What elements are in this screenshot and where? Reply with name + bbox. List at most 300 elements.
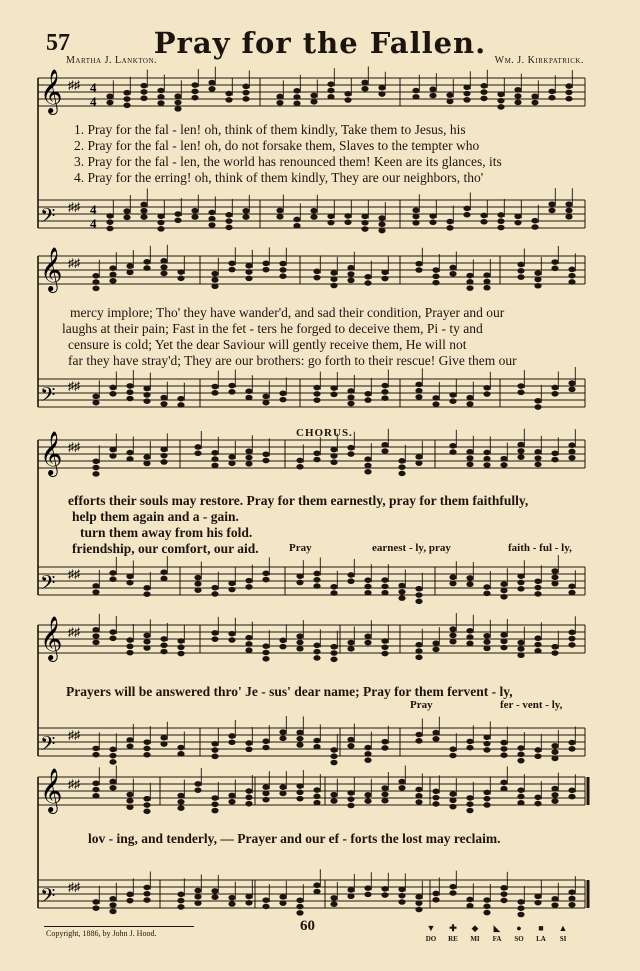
note-head — [551, 581, 558, 587]
note-head — [381, 383, 388, 389]
note-head — [500, 891, 507, 897]
note-head — [347, 743, 354, 749]
note-head — [177, 651, 184, 657]
note-head — [347, 893, 354, 899]
note-head — [364, 274, 371, 280]
note-head — [191, 214, 198, 220]
note-head — [296, 796, 303, 802]
note-head — [432, 280, 439, 286]
note-head — [330, 283, 337, 289]
note-head — [177, 276, 184, 282]
note-head — [415, 394, 422, 400]
note-head — [194, 575, 201, 581]
note-head — [500, 786, 507, 792]
note-head — [126, 804, 133, 810]
note-head — [126, 383, 133, 389]
note-head — [364, 584, 371, 590]
key-signature-icon: ♯♯ — [68, 78, 80, 93]
note-head — [500, 638, 507, 644]
note-head — [497, 225, 504, 231]
note-head — [347, 451, 354, 457]
note-head — [497, 212, 504, 218]
note-head — [381, 739, 388, 745]
note-head — [143, 746, 150, 752]
note-head — [262, 267, 269, 273]
note-head — [293, 94, 300, 100]
verse-4-line-1: 4. Pray for the erring! oh, think of them kindly, They are our neighbors, tho' — [74, 170, 484, 185]
note-head — [531, 100, 538, 106]
note-head — [208, 216, 215, 222]
note-head — [500, 594, 507, 600]
note-head — [92, 286, 99, 292]
note-head — [296, 458, 303, 464]
note-head — [568, 794, 575, 800]
note-head — [483, 285, 490, 291]
note-head — [211, 591, 218, 597]
note-head — [548, 208, 555, 214]
key-signature-icon: ♯♯ — [68, 379, 80, 394]
note-head — [415, 261, 422, 267]
note-head — [296, 910, 303, 916]
note-head — [92, 627, 99, 633]
note-head — [480, 89, 487, 95]
note-head — [483, 272, 490, 278]
note-head — [466, 903, 473, 909]
note-head — [143, 454, 150, 460]
note-head — [225, 225, 232, 231]
note-head — [123, 103, 130, 109]
note-head — [415, 655, 422, 661]
shape-note-icon: ◣ — [493, 923, 501, 933]
note-head — [412, 220, 419, 226]
note-head — [140, 208, 147, 214]
note-head — [381, 638, 388, 644]
footer-rule — [44, 926, 194, 927]
note-head — [534, 900, 541, 906]
note-head — [245, 263, 252, 269]
note-head — [432, 274, 439, 280]
note-head — [500, 885, 507, 891]
note-head — [228, 637, 235, 643]
note-head — [92, 905, 99, 911]
note-head — [296, 783, 303, 789]
note-head — [313, 269, 320, 275]
note-head — [449, 884, 456, 890]
note-head — [534, 591, 541, 597]
note-head — [330, 385, 337, 391]
note-head — [517, 390, 524, 396]
note-head — [211, 450, 218, 456]
note-head — [262, 797, 269, 803]
key-signature-icon: ♯♯ — [68, 625, 80, 640]
note-head — [211, 585, 218, 591]
note-head — [534, 462, 541, 468]
note-head — [126, 898, 133, 904]
note-head — [378, 215, 385, 221]
note-head — [245, 395, 252, 401]
note-head — [313, 787, 320, 793]
note-head — [330, 753, 337, 759]
note-head — [432, 736, 439, 742]
note-head — [92, 458, 99, 464]
note-head — [466, 455, 473, 461]
note-head — [483, 591, 490, 597]
note-head — [483, 279, 490, 285]
shape-note-label: MI — [470, 935, 480, 943]
note-head — [361, 220, 368, 226]
note-head — [327, 81, 334, 87]
note-head — [517, 752, 524, 758]
note-head — [483, 450, 490, 456]
note-head — [109, 391, 116, 397]
note-head — [177, 805, 184, 811]
note-head — [279, 784, 286, 790]
note-head — [262, 897, 269, 903]
note-head — [514, 100, 521, 106]
note-head — [381, 590, 388, 596]
note-head — [160, 459, 167, 465]
note-head — [262, 577, 269, 583]
note-head — [330, 590, 337, 596]
note-head — [446, 92, 453, 98]
note-head — [412, 94, 419, 100]
note-head — [449, 633, 456, 639]
note-head — [160, 735, 167, 741]
note-head — [279, 894, 286, 900]
note-head — [160, 395, 167, 401]
note-head — [449, 804, 456, 810]
note-head — [310, 208, 317, 214]
note-head — [109, 576, 116, 582]
note-head — [347, 646, 354, 652]
note-head — [106, 100, 113, 106]
note-head — [92, 793, 99, 799]
note-head — [514, 93, 521, 99]
note-head — [415, 793, 422, 799]
note-head — [534, 635, 541, 641]
note-head — [245, 740, 252, 746]
note-head — [109, 265, 116, 271]
note-head — [446, 225, 453, 231]
note-head — [109, 447, 116, 453]
note-head — [568, 583, 575, 589]
note-head — [432, 789, 439, 795]
note-head — [483, 735, 490, 741]
note-head — [497, 92, 504, 98]
bass-echo-fervently: fer - vent - ly, — [500, 699, 563, 711]
note-head — [279, 791, 286, 797]
note-head — [364, 577, 371, 583]
note-head — [330, 895, 337, 901]
note-head — [228, 733, 235, 739]
note-head — [276, 100, 283, 106]
note-head — [177, 799, 184, 805]
note-head — [177, 269, 184, 275]
note-head — [568, 279, 575, 285]
note-head — [296, 640, 303, 646]
note-head — [208, 222, 215, 228]
note-head — [109, 779, 116, 785]
note-head — [466, 462, 473, 468]
note-head — [211, 277, 218, 283]
note-head — [381, 798, 388, 804]
note-head — [296, 897, 303, 903]
note-head — [330, 901, 337, 907]
note-head — [296, 464, 303, 470]
note-head — [143, 398, 150, 404]
note-head — [92, 640, 99, 646]
note-head — [160, 636, 167, 642]
note-head — [412, 88, 419, 94]
note-head — [551, 644, 558, 650]
note-head — [228, 454, 235, 460]
bass-echo-earnestly: earnest - ly, pray — [372, 542, 451, 554]
note-head — [463, 84, 470, 90]
note-head — [347, 578, 354, 584]
note-head — [126, 396, 133, 402]
note-head — [92, 746, 99, 752]
note-head — [398, 589, 405, 595]
note-head — [126, 892, 133, 898]
note-head — [378, 222, 385, 228]
note-head — [429, 213, 436, 219]
note-head — [432, 395, 439, 401]
note-head — [517, 899, 524, 905]
shape-note-icon: ● — [516, 923, 522, 933]
note-head — [344, 91, 351, 97]
note-head — [194, 787, 201, 793]
note-head — [415, 599, 422, 605]
note-head — [483, 584, 490, 590]
note-head — [330, 584, 337, 590]
note-head — [143, 639, 150, 645]
note-head — [534, 277, 541, 283]
note-head — [313, 457, 320, 463]
note-head — [364, 391, 371, 397]
note-head — [415, 732, 422, 738]
note-head — [106, 226, 113, 232]
note-head — [364, 798, 371, 804]
note-head — [143, 897, 150, 903]
note-head — [140, 202, 147, 208]
note-head — [126, 798, 133, 804]
note-head — [245, 795, 252, 801]
note-head — [126, 737, 133, 743]
note-head — [449, 798, 456, 804]
note-head — [177, 898, 184, 904]
note-head — [109, 636, 116, 642]
chorus-line-3: lov - ing, and tenderly, — Prayer and our ef - forts the lost may reclaim. — [88, 831, 501, 846]
note-head — [143, 739, 150, 745]
note-head — [140, 214, 147, 220]
note-head — [449, 890, 456, 896]
note-head — [276, 208, 283, 214]
note-head — [500, 780, 507, 786]
note-head — [483, 639, 490, 645]
bass-echo-faithfully: faith - ful - ly, — [508, 542, 572, 554]
chorus-line-1: efforts their souls may restore. Pray for them earnestly, pray for them faithfully, — [68, 493, 529, 508]
note-head — [432, 647, 439, 653]
note-head — [568, 902, 575, 908]
note-head — [279, 391, 286, 397]
note-head — [160, 271, 167, 277]
note-head — [466, 401, 473, 407]
note-head — [381, 792, 388, 798]
note-head — [500, 632, 507, 638]
verse-1-line-2: mercy implore; Tho' they have wander'd, and sad their condition, Prayer and our — [70, 305, 505, 320]
note-head — [466, 581, 473, 587]
shape-note-label: RE — [448, 935, 458, 943]
treble-clef-icon: 𝄞 — [40, 69, 63, 113]
note-head — [480, 219, 487, 225]
verse-3-line-3: turn them away from his fold. — [80, 525, 253, 540]
note-head — [245, 578, 252, 584]
note-head — [126, 792, 133, 798]
note-head — [449, 271, 456, 277]
note-head — [106, 219, 113, 225]
note-head — [398, 471, 405, 477]
note-head — [347, 790, 354, 796]
note-head — [109, 278, 116, 284]
note-head — [500, 645, 507, 651]
note-head — [517, 758, 524, 764]
note-head — [347, 737, 354, 743]
note-head — [381, 448, 388, 454]
note-head — [364, 397, 371, 403]
note-head — [330, 644, 337, 650]
note-head — [211, 894, 218, 900]
note-head — [568, 273, 575, 279]
note-head — [500, 462, 507, 468]
note-head — [483, 456, 490, 462]
note-head — [364, 590, 371, 596]
note-head — [174, 100, 181, 106]
shape-note-icon: ◆ — [471, 923, 479, 933]
note-head — [381, 651, 388, 657]
note-head — [534, 753, 541, 759]
note-head — [242, 84, 249, 90]
note-head — [245, 747, 252, 753]
note-head — [449, 581, 456, 587]
note-head — [313, 649, 320, 655]
note-head — [330, 657, 337, 663]
note-head — [293, 217, 300, 223]
note-head — [568, 442, 575, 448]
note-head — [415, 454, 422, 460]
note-head — [262, 458, 269, 464]
note-head — [194, 444, 201, 450]
note-head — [517, 454, 524, 460]
note-head — [364, 640, 371, 646]
shape-note-icon: ▲ — [558, 923, 568, 933]
note-head — [483, 802, 490, 808]
note-head — [568, 740, 575, 746]
note-head — [293, 88, 300, 94]
note-head — [245, 801, 252, 807]
note-head — [463, 91, 470, 97]
note-head — [432, 640, 439, 646]
note-head — [483, 391, 490, 397]
verse-3-line-1: 3. Pray for the fal - len, the world has renounced them! Keen are its glances, its — [74, 154, 502, 169]
note-head — [466, 279, 473, 285]
note-head — [313, 738, 320, 744]
note-head — [361, 214, 368, 220]
note-head — [534, 801, 541, 807]
note-head — [126, 650, 133, 656]
note-head — [551, 756, 558, 762]
note-head — [228, 580, 235, 586]
note-head — [534, 648, 541, 654]
note-head — [565, 208, 572, 214]
note-head — [466, 745, 473, 751]
note-head — [177, 638, 184, 644]
note-head — [194, 587, 201, 593]
note-head — [429, 86, 436, 92]
note-head — [551, 743, 558, 749]
note-head — [92, 583, 99, 589]
bass-clef-icon: 𝄢 — [40, 884, 56, 912]
note-head — [551, 792, 558, 798]
note-head — [381, 442, 388, 448]
verse-2-line-1: 2. Pray for the fal - len! oh, do not forsake them, Slaves to the tempter who — [74, 138, 480, 153]
note-head — [565, 201, 572, 207]
note-head — [208, 86, 215, 92]
note-head — [211, 888, 218, 894]
note-head — [92, 633, 99, 639]
note-head — [194, 781, 201, 787]
note-head — [160, 258, 167, 264]
note-head — [364, 792, 371, 798]
note-head — [497, 104, 504, 110]
note-head — [415, 648, 422, 654]
note-head — [381, 644, 388, 650]
note-head — [211, 747, 218, 753]
note-head — [160, 642, 167, 648]
note-head — [174, 106, 181, 112]
note-head — [381, 886, 388, 892]
note-head — [330, 798, 337, 804]
note-head — [211, 754, 218, 760]
note-head — [517, 383, 524, 389]
note-head — [123, 215, 130, 221]
note-head — [466, 449, 473, 455]
note-head — [143, 752, 150, 758]
svg-text:4: 4 — [90, 216, 97, 231]
note-head — [157, 88, 164, 94]
note-head — [92, 400, 99, 406]
note-head — [106, 93, 113, 99]
note-head — [449, 626, 456, 632]
note-head — [551, 650, 558, 656]
note-head — [449, 639, 456, 645]
note-head — [449, 398, 456, 404]
note-head — [245, 647, 252, 653]
note-head — [262, 650, 269, 656]
key-signature-icon: ♯♯ — [68, 880, 80, 895]
note-head — [92, 780, 99, 786]
note-head — [517, 573, 524, 579]
note-head — [106, 213, 113, 219]
note-head — [415, 738, 422, 744]
note-head — [466, 285, 473, 291]
note-head — [449, 574, 456, 580]
note-head — [211, 801, 218, 807]
note-head — [466, 801, 473, 807]
note-head — [296, 790, 303, 796]
note-head — [568, 387, 575, 393]
note-head — [347, 394, 354, 400]
note-head — [497, 98, 504, 104]
